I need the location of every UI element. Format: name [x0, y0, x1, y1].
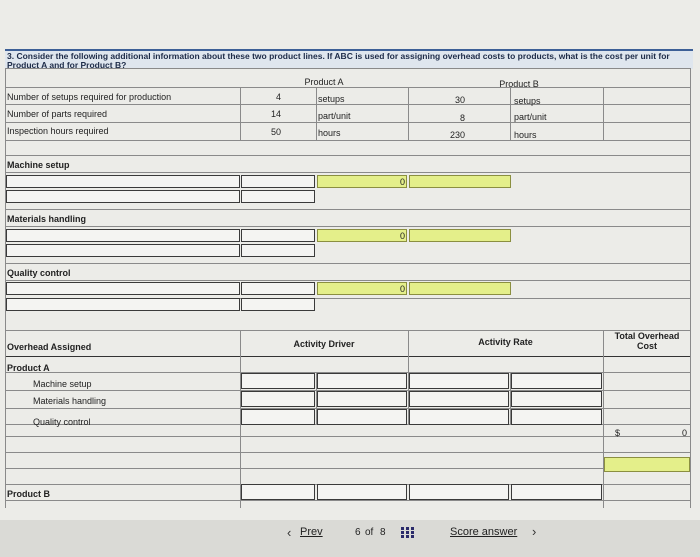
score-answer-button[interactable]: Score answer	[450, 526, 518, 538]
quality-control-driver-unit-cell[interactable]	[317, 409, 407, 425]
product-a-cost-per-unit-input[interactable]	[604, 457, 690, 472]
page-current: 6	[355, 527, 361, 538]
navigation-bar	[0, 520, 700, 557]
info-row-a-value: 50	[270, 127, 281, 137]
machine-setup-cost-input[interactable]	[241, 175, 315, 188]
materials-handling-rate-unit-cell[interactable]	[511, 391, 602, 407]
materials-handling-rate-input[interactable]	[409, 229, 511, 242]
overhead-item-label: Materials handling	[33, 396, 107, 406]
page-of: of	[365, 527, 374, 538]
info-row-b-value: 8	[459, 113, 465, 123]
info-row-b-value: 230	[449, 130, 465, 140]
materials-handling-driver-unit-cell[interactable]	[317, 391, 407, 407]
quality-control-name-input[interactable]	[6, 282, 240, 295]
product-b-driver-unit-cell[interactable]	[317, 484, 407, 500]
info-row-a-unit: setups	[318, 94, 345, 104]
info-row-b-unit: part/unit	[514, 112, 547, 122]
section-label-machine-setup: Machine setup	[7, 160, 70, 170]
info-row-a-value: 4	[275, 92, 281, 102]
quality-control-cost-input[interactable]	[241, 282, 315, 295]
page-total: 8	[380, 527, 386, 538]
product-b-driver-cell[interactable]	[241, 484, 315, 500]
machine-setup-name-input[interactable]	[6, 175, 240, 188]
info-row-b-unit: setups	[514, 96, 541, 106]
overhead-assigned-header: Overhead Assigned	[7, 342, 92, 352]
machine-setup-value: 0	[399, 177, 405, 187]
quality-control-rate-input[interactable]	[409, 282, 511, 295]
info-row-b-value: 30	[454, 95, 465, 105]
grid-icon[interactable]	[401, 527, 415, 539]
materials-handling-unit-input-2[interactable]	[241, 244, 315, 257]
product-b-header: Product B	[499, 79, 539, 89]
info-row-a-unit: part/unit	[318, 111, 351, 121]
currency-symbol: $	[615, 428, 621, 438]
info-row-label: Inspection hours required	[7, 126, 109, 136]
info-row-a-unit: hours	[318, 128, 341, 138]
materials-handling-unit-input[interactable]	[6, 244, 240, 257]
worksheet-grid	[5, 68, 691, 508]
machine-setup-driver-cell[interactable]	[241, 373, 315, 389]
product-b-rate-cell[interactable]	[409, 484, 509, 500]
info-row-b-unit: hours	[514, 130, 537, 140]
quality-control-unit-input[interactable]	[6, 298, 240, 311]
section-label-materials-handling: Materials handling	[7, 214, 87, 224]
section-label-quality-control: Quality control	[7, 268, 71, 278]
materials-handling-value: 0	[399, 231, 405, 241]
product-a-header: Product A	[304, 77, 344, 87]
activity-driver-header: Activity Driver	[293, 339, 355, 349]
chevron-right-icon[interactable]: ›	[532, 524, 537, 539]
quality-control-unit-input-2[interactable]	[241, 298, 315, 311]
info-row-a-value: 14	[270, 109, 281, 119]
quality-control-driver-cell[interactable]	[241, 409, 315, 425]
info-row-label: Number of parts required	[7, 109, 108, 119]
materials-handling-driver-cell[interactable]	[241, 391, 315, 407]
machine-setup-rate-input[interactable]	[409, 175, 511, 188]
question-text: 3. Consider the following additional information about these two product lines. If ABC is used for assigning overhead costs to products, what is the cost per unit for Product A and for Product B?	[5, 49, 693, 69]
overhead-item-label: Machine setup	[33, 379, 92, 389]
machine-setup-unit-input[interactable]	[6, 190, 240, 203]
overhead-item-label: Quality control	[33, 417, 91, 427]
machine-setup-rate-cell[interactable]	[409, 373, 509, 389]
product-b-rate-unit-cell[interactable]	[511, 484, 602, 500]
product-b-label: Product B	[7, 489, 51, 499]
chevron-left-icon[interactable]: ‹	[287, 525, 292, 540]
machine-setup-driver-unit-cell[interactable]	[317, 373, 407, 389]
machine-setup-rate-unit-cell[interactable]	[511, 373, 602, 389]
materials-handling-cost-input[interactable]	[241, 229, 315, 242]
quality-control-rate-cell[interactable]	[409, 409, 509, 425]
total-overhead-header: Total Overhead Cost	[614, 331, 680, 351]
materials-handling-name-input[interactable]	[6, 229, 240, 242]
machine-setup-unit-input-2[interactable]	[241, 190, 315, 203]
quality-control-value: 0	[399, 284, 405, 294]
prev-button[interactable]: Prev	[300, 526, 323, 538]
quality-control-rate-unit-cell[interactable]	[511, 409, 602, 425]
activity-rate-header: Activity Rate	[478, 337, 533, 347]
materials-handling-rate-cell[interactable]	[409, 391, 509, 407]
product-a-total-value: 0	[681, 428, 687, 438]
product-a-label: Product A	[7, 363, 50, 373]
info-row-label: Number of setups required for production	[7, 92, 172, 102]
